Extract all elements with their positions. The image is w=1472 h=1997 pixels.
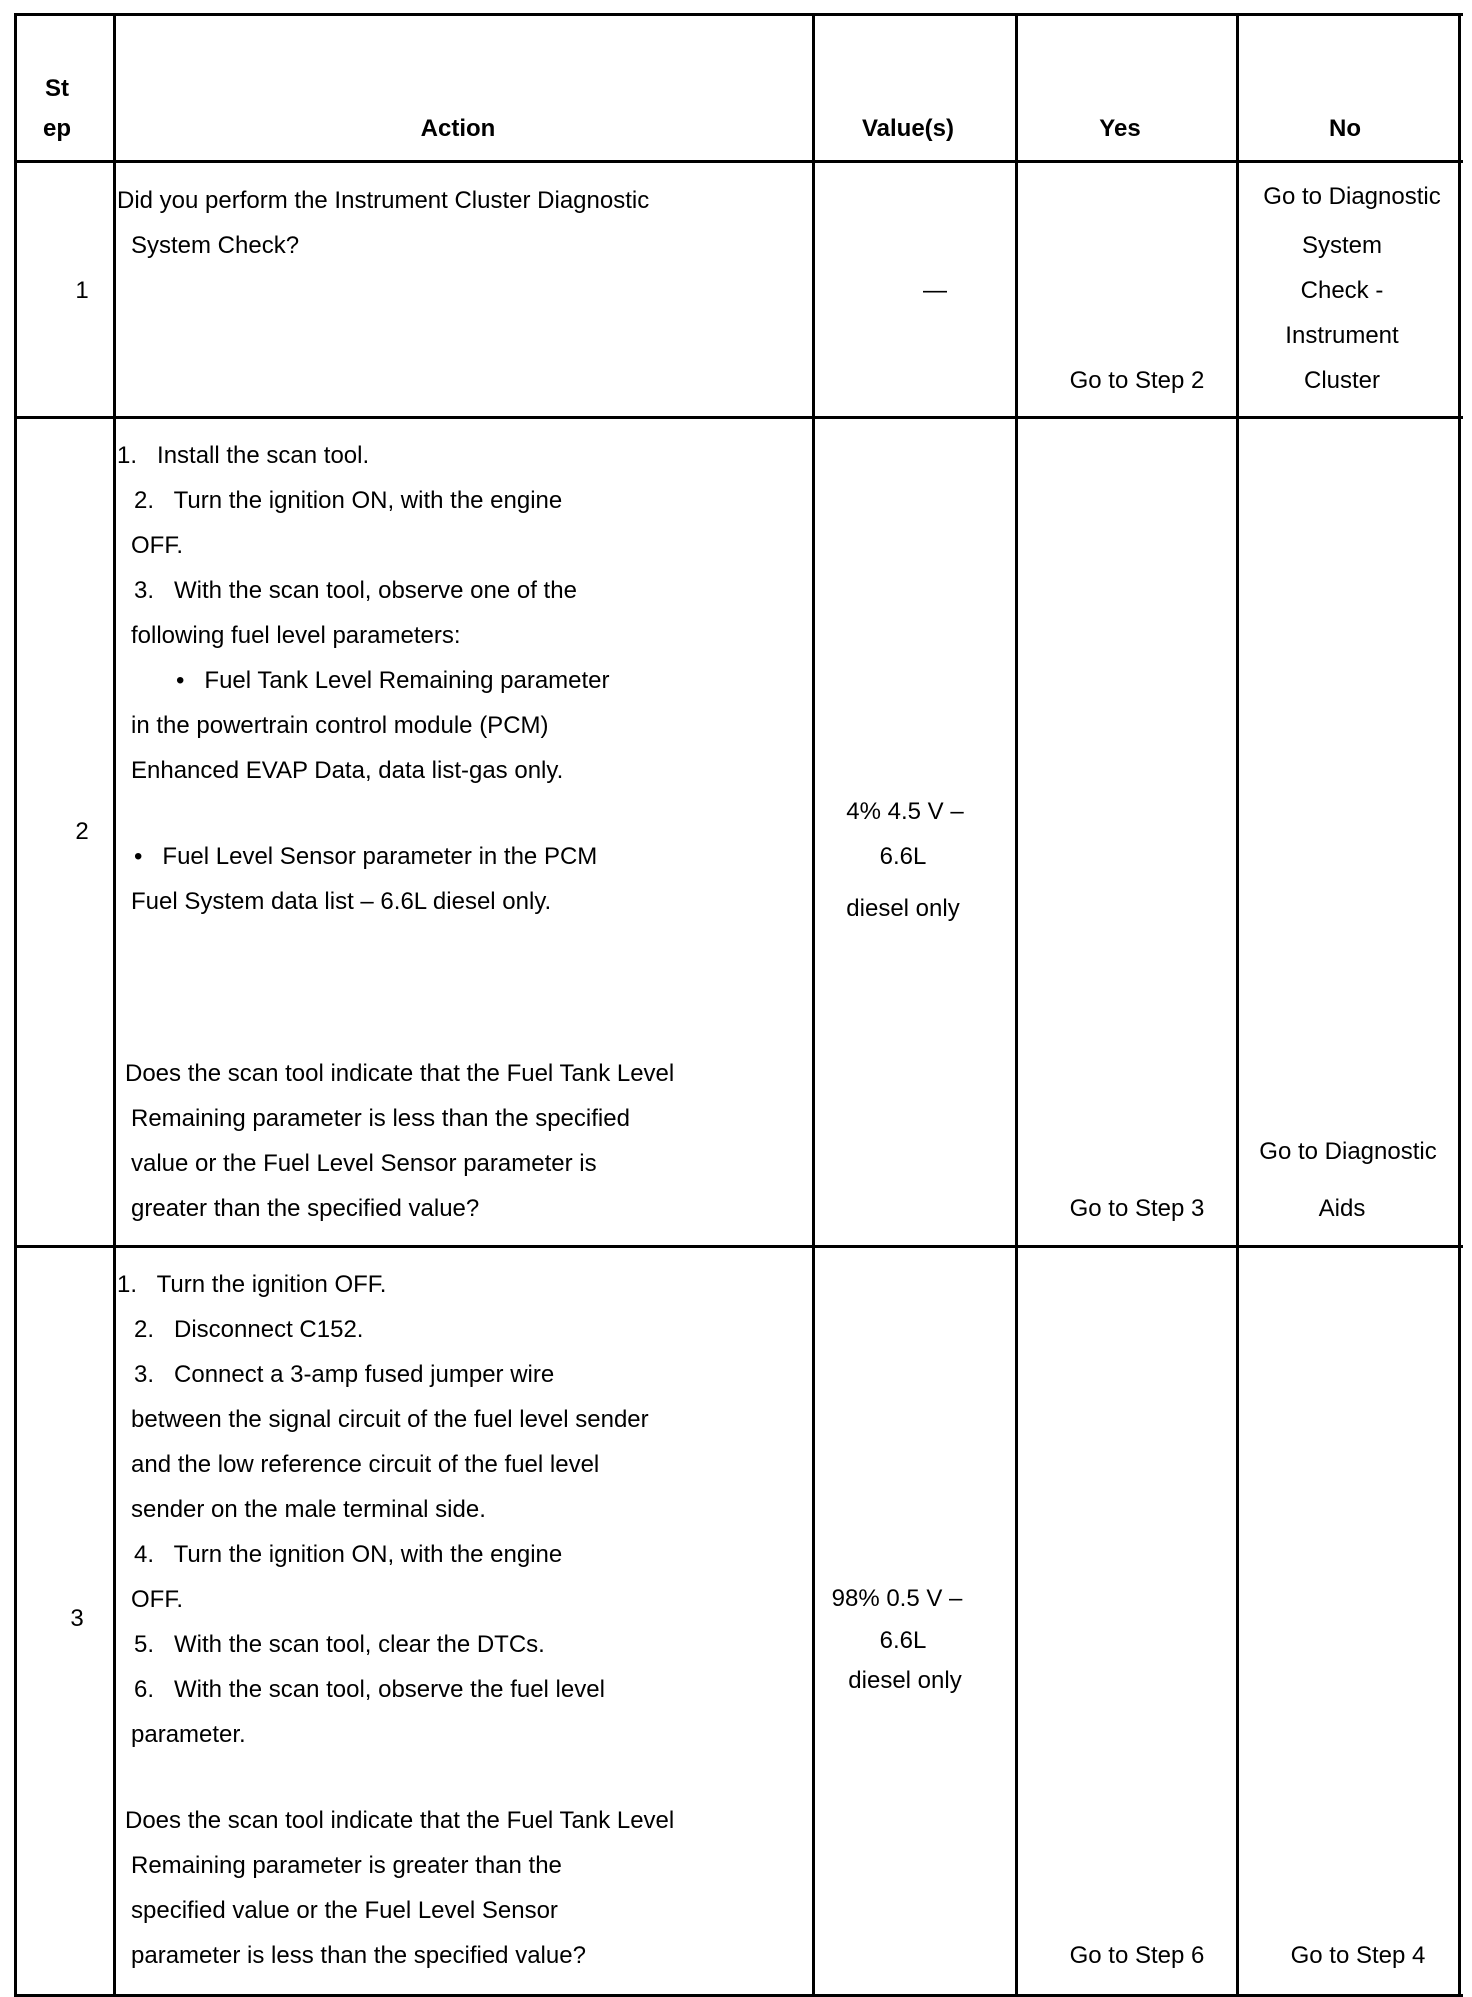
action-line: 2. Disconnect C152. <box>134 1316 364 1343</box>
action-line: 3. Connect a 3-amp fused jumper wire <box>134 1361 555 1388</box>
action-line: Remaining parameter is greater than the <box>131 1852 562 1879</box>
table-border-top <box>14 13 1463 16</box>
action-line: 2. Turn the ignition ON, with the engine <box>134 487 563 514</box>
action-line: specified value or the Fuel Level Sensor <box>131 1897 558 1924</box>
header-step-line1: St <box>45 75 69 102</box>
action-line: following fuel level parameters: <box>131 622 461 649</box>
col-divider-action <box>812 13 815 1997</box>
yes-link[interactable]: Go to Step 6 <box>1069 1942 1205 1969</box>
action-line: System Check? <box>131 232 300 259</box>
step-number: 2 <box>75 818 89 845</box>
action-line: in the powertrain control module (PCM) <box>131 712 549 739</box>
col-divider-step <box>113 13 116 1997</box>
no-link-line[interactable]: Go to Diagnostic <box>1259 1138 1437 1165</box>
action-line: • Fuel Level Sensor parameter in the PCM <box>134 843 598 870</box>
value-text: diesel only <box>848 1667 962 1694</box>
table-border-left <box>14 13 17 1997</box>
row-divider-2 <box>14 1245 1463 1248</box>
no-link-line[interactable]: Go to Diagnostic <box>1263 183 1441 210</box>
action-line: parameter. <box>131 1721 246 1748</box>
col-divider-values <box>1015 13 1018 1997</box>
value-text: diesel only <box>846 895 960 922</box>
yes-link[interactable]: Go to Step 2 <box>1069 367 1205 394</box>
value-text: 98% 0.5 V – <box>831 1585 963 1612</box>
no-link-line[interactable]: Check - <box>1300 277 1384 304</box>
no-link-line[interactable]: System <box>1301 232 1383 259</box>
no-link-line[interactable]: Instrument <box>1285 322 1399 349</box>
header-step-line2: ep <box>42 115 72 142</box>
value-text: 6.6L <box>879 1627 927 1654</box>
value-text: — <box>923 277 947 304</box>
action-line: and the low reference circuit of the fuel level <box>131 1451 600 1478</box>
action-line: value or the Fuel Level Sensor parameter is <box>131 1150 597 1177</box>
action-line: greater than the specified value? <box>131 1195 480 1222</box>
action-line: parameter is less than the specified value? <box>131 1942 586 1969</box>
value-text: 6.6L <box>879 843 927 870</box>
col-divider-yes <box>1236 13 1239 1997</box>
header-action: Action <box>420 115 496 142</box>
action-line: 5. With the scan tool, clear the DTCs. <box>134 1631 545 1658</box>
action-line: 3. With the scan tool, observe one of the <box>134 577 577 604</box>
action-line: • Fuel Tank Level Remaining parameter <box>176 667 610 694</box>
action-line: OFF. <box>131 532 183 559</box>
action-line: Enhanced EVAP Data, data list-gas only. <box>131 757 564 784</box>
header-yes: Yes <box>1099 115 1141 142</box>
step-number: 3 <box>70 1605 84 1632</box>
header-divider <box>14 160 1463 163</box>
no-link-line[interactable]: Cluster <box>1303 367 1381 394</box>
action-line: between the signal circuit of the fuel level sender <box>131 1406 649 1433</box>
no-link-line[interactable]: Go to Step 4 <box>1290 1942 1426 1969</box>
table-border-right <box>1458 13 1461 1997</box>
action-line: 1. Install the scan tool. <box>117 442 370 469</box>
action-line: Fuel System data list – 6.6L diesel only. <box>131 888 552 915</box>
action-line: 1. Turn the ignition OFF. <box>117 1271 387 1298</box>
action-line: Did you perform the Instrument Cluster Diagnostic <box>117 187 650 214</box>
action-line: sender on the male terminal side. <box>131 1496 486 1523</box>
row-divider-1 <box>14 416 1463 419</box>
yes-link[interactable]: Go to Step 3 <box>1069 1195 1205 1222</box>
header-values: Value(s) <box>861 115 955 142</box>
header-no: No <box>1329 115 1361 142</box>
action-line: Remaining parameter is less than the specified <box>131 1105 630 1132</box>
action-line: Does the scan tool indicate that the Fuel Tank Level <box>125 1060 675 1087</box>
action-line: 6. With the scan tool, observe the fuel level <box>134 1676 605 1703</box>
no-link-line[interactable]: Aids <box>1318 1195 1366 1222</box>
action-line: 4. Turn the ignition ON, with the engine <box>134 1541 563 1568</box>
action-line: OFF. <box>131 1586 183 1613</box>
value-text: 4% 4.5 V – <box>846 798 964 825</box>
action-line: Does the scan tool indicate that the Fuel Tank Level <box>125 1807 675 1834</box>
step-number: 1 <box>75 277 89 304</box>
